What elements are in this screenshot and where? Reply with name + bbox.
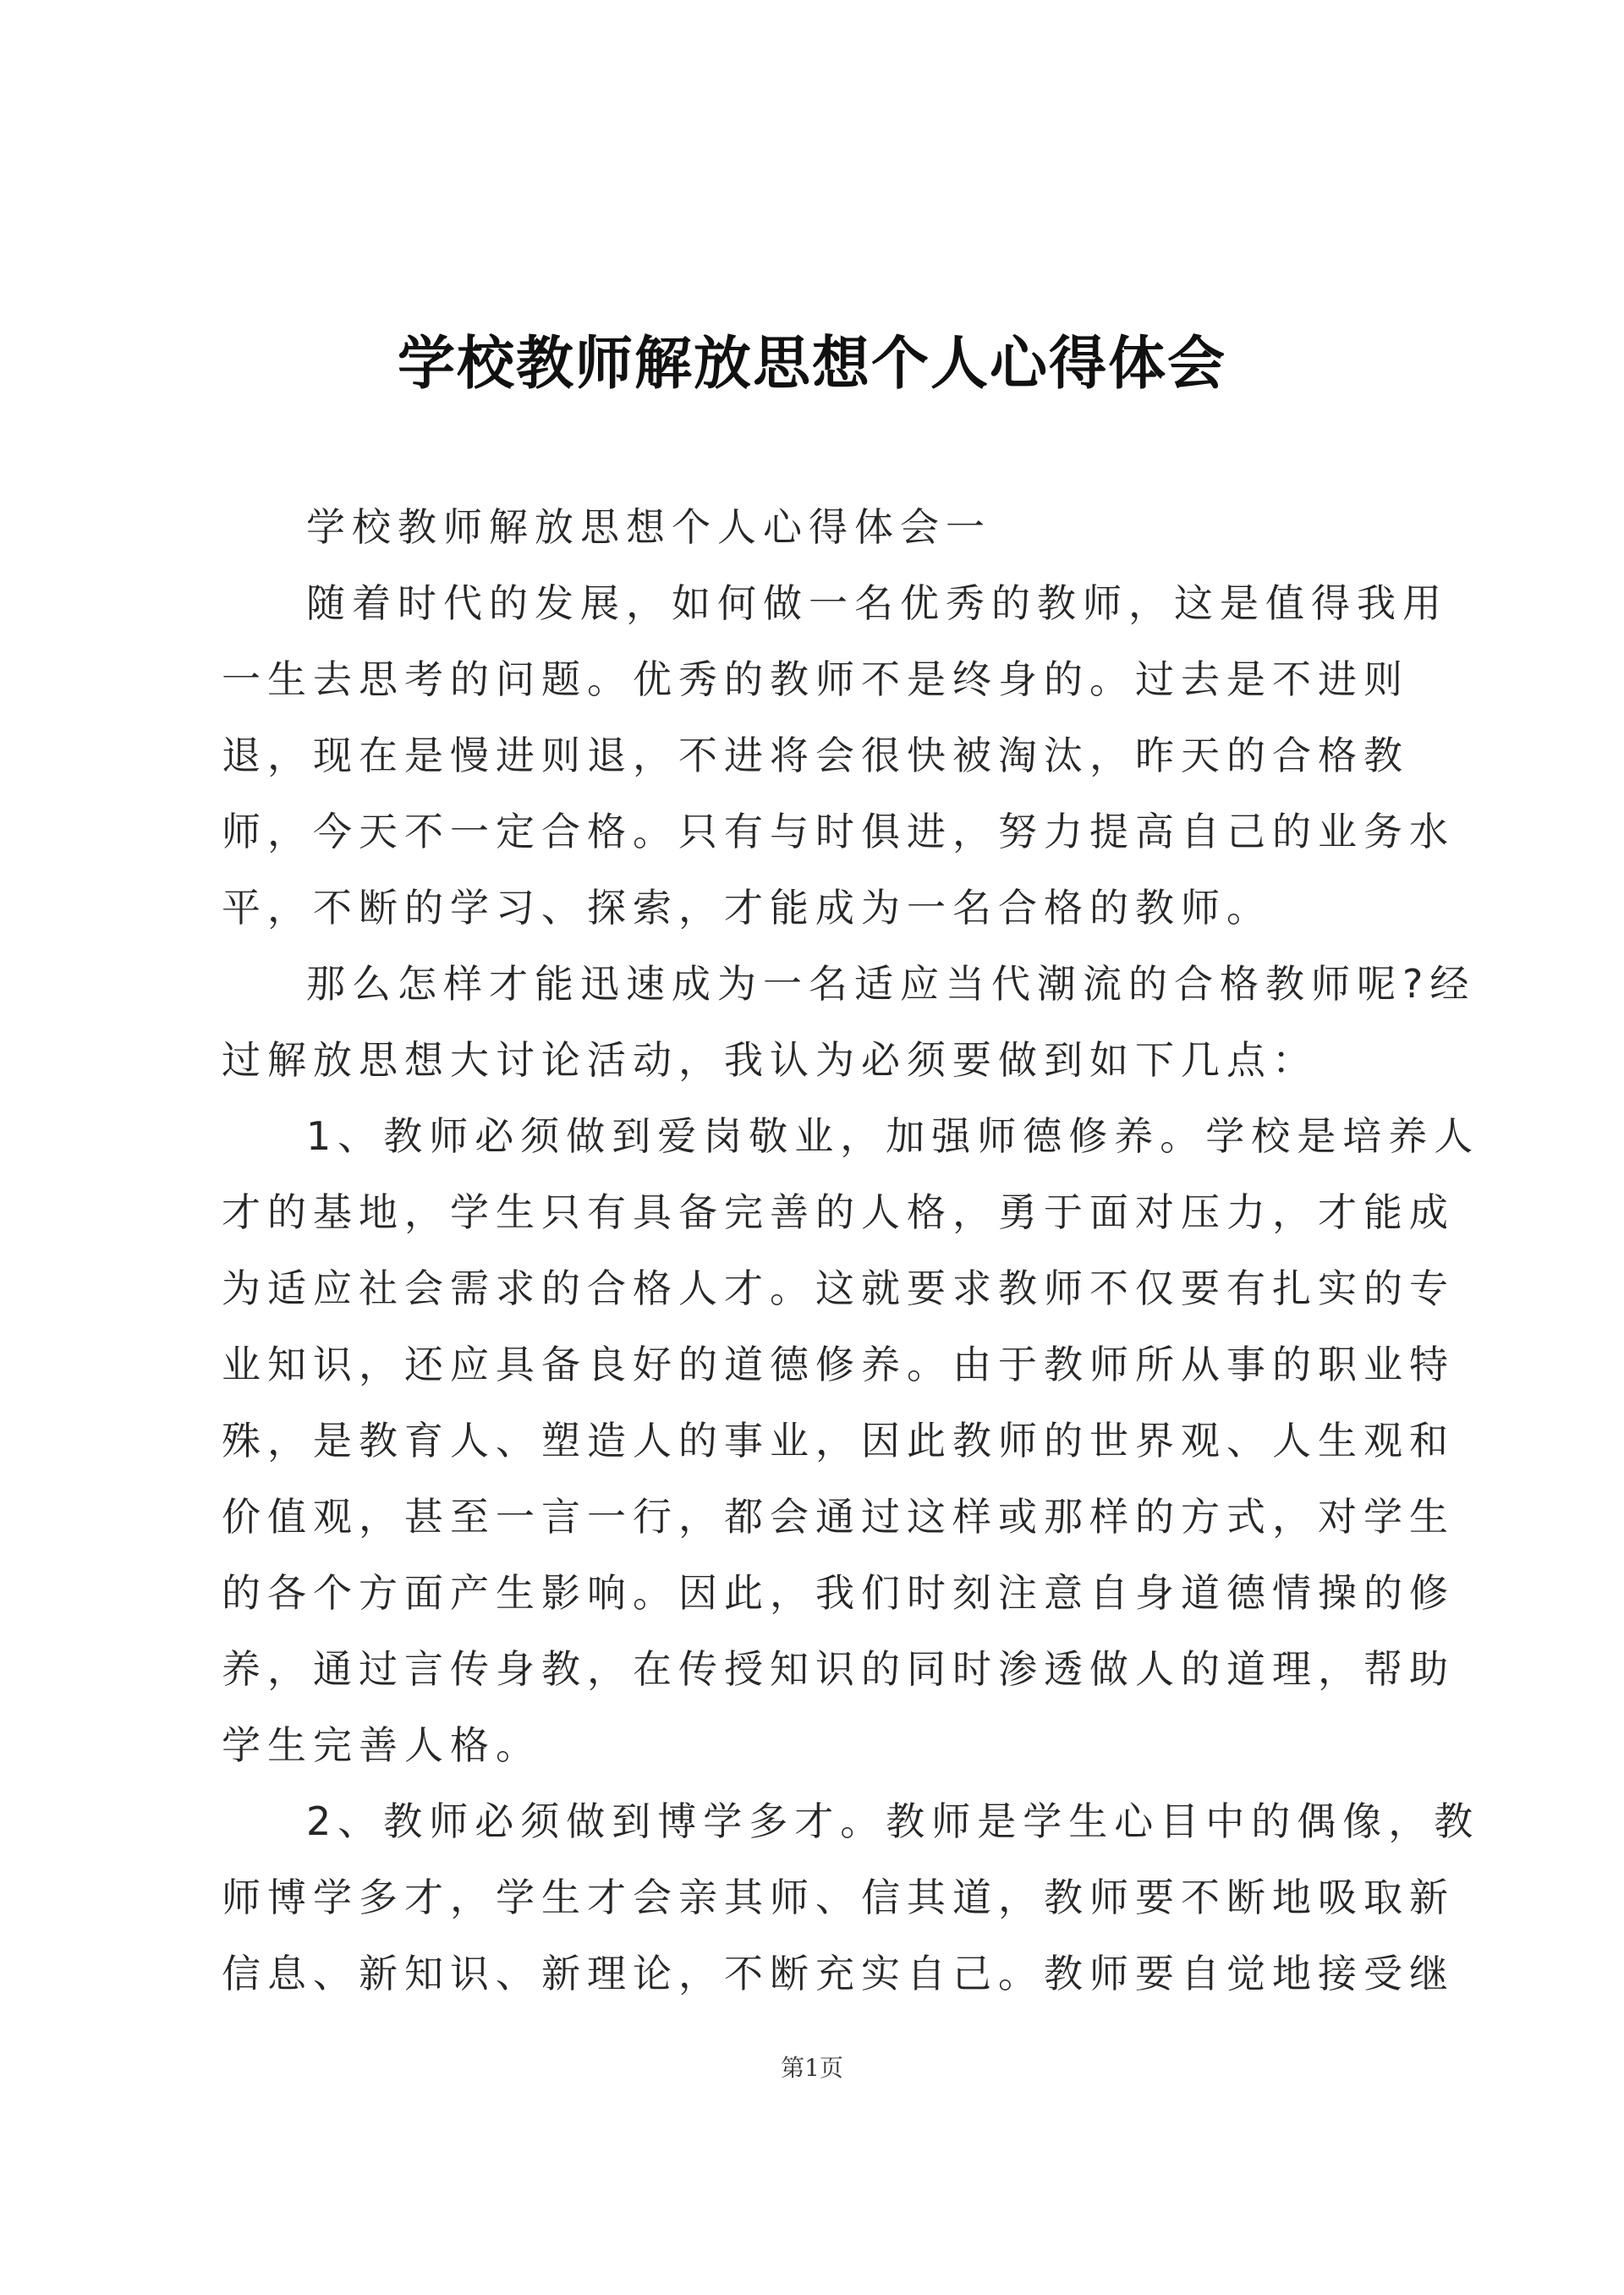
- document-title: 学校教师解放思想个人心得体会: [397, 330, 1226, 398]
- text-line: 业知识，还应具备良好的道德修养。由于教师所从事的职业特: [222, 1342, 1455, 1387]
- document-body: [222, 489, 1480, 2012]
- text-line: 1、教师必须做到爱岗敬业，加强师德修养。学校是培养人: [306, 1113, 1480, 1159]
- text-line: 的各个方面产生影响。因此，我们时刻注意自身道德情操的修: [222, 1570, 1455, 1616]
- text-line: 师博学多才，学生才会亲其师、信其道，教师要不断地吸取新: [222, 1875, 1455, 1920]
- text-line: 过解放思想大讨论活动，我认为必须要做到如下几点：: [222, 1037, 1318, 1083]
- page-number: 第1页: [781, 2054, 843, 2082]
- text-line: 2、教师必须做到博学多才。教师是学生心目中的偶像，教: [306, 1798, 1480, 1844]
- text-line: 价值观，甚至一言一行，都会通过这样或那样的方式，对学生: [222, 1494, 1455, 1540]
- text-line: 学校教师解放思想个人心得体会一: [306, 504, 991, 550]
- text-line: 才的基地，学生只有具备完善的人格，勇于面对压力，才能成: [222, 1189, 1455, 1235]
- text-line: 师，今天不一定合格。只有与时俱进，努力提高自己的业务水: [222, 809, 1455, 854]
- text-line: 平，不断的学习、探索，才能成为一名合格的教师。: [222, 885, 1272, 931]
- text-line: 那么怎样才能迅速成为一名适应当代潮流的合格教师呢?经: [306, 961, 1476, 1007]
- text-line: 养，通过言传身教，在传授知识的同时渗透做人的道理，帮助: [222, 1646, 1455, 1692]
- text-line: 退，现在是慢进则退，不进将会很快被淘汰，昨天的合格教: [222, 733, 1409, 778]
- text-line: 一生去思考的问题。优秀的教师不是终身的。过去是不进则: [222, 656, 1409, 702]
- text-line: 学生完善人格。: [222, 1722, 541, 1768]
- text-line: 为适应社会需求的合格人才。这就要求教师不仅要有扎实的专: [222, 1266, 1455, 1311]
- text-line: 殊，是教育人、塑造人的事业，因此教师的世界观、人生观和: [222, 1418, 1455, 1463]
- text-line: 随着时代的发展，如何做一名优秀的教师，这是值得我用: [306, 580, 1448, 626]
- text-line: 信息、新知识、新理论，不断充实自己。教师要自觉地接受继: [222, 1951, 1455, 1996]
